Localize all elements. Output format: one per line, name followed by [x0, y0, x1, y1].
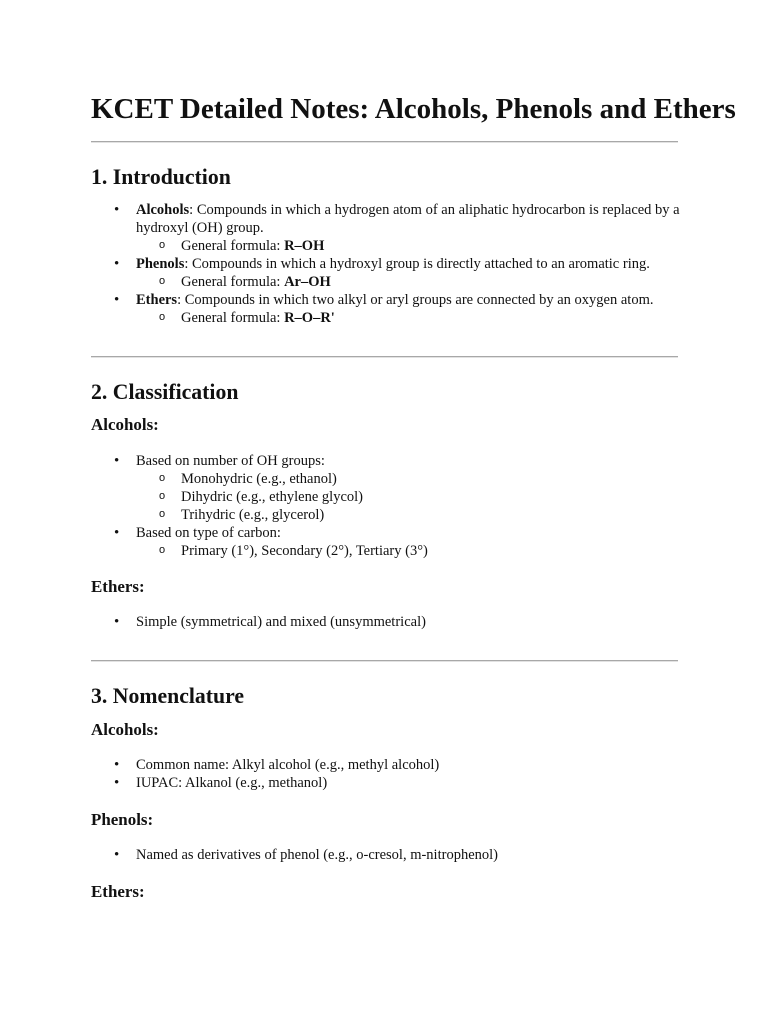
definition-text: : Compounds in which a hydroxyl group is directly attached to an aromatic ring.: [184, 256, 650, 272]
formula-label: General formula:: [181, 310, 285, 326]
introduction-heading: 1. Introduction: [91, 165, 231, 189]
formula-ether: R–O–R': [284, 310, 335, 326]
nomenclature-phenols-list: [0, 846, 681, 864]
list-item: [0, 255, 681, 273]
classification-alcohols-list: [0, 452, 681, 560]
sub-list-item: [0, 237, 681, 255]
nomenclature-ethers-label: Ethers:: [91, 882, 145, 901]
definition-text: : Compounds in which two alkyl or aryl groups are connected by an oxygen atom.: [177, 292, 654, 308]
formula-alcohol: R–OH: [284, 238, 325, 254]
classification-alcohols-label: Alcohols:: [91, 415, 159, 434]
list-item: • Common name: Alkyl alcohol (e.g., methyl alcohol): [0, 756, 681, 774]
sub-list-item: [0, 273, 681, 291]
document-title: KCET Detailed Notes: Alcohols, Phenols and Ethers: [91, 93, 736, 125]
list-item: [0, 201, 681, 237]
classification-heading: 2. Classification: [91, 380, 239, 404]
list-item: • Named as derivatives of phenol (e.g., o-cresol, m-nitrophenol): [0, 846, 681, 864]
sub-list-item: [0, 309, 681, 327]
formula-phenol: Ar–OH: [284, 274, 331, 290]
classification-ethers-label: Ethers:: [91, 577, 145, 596]
nomenclature-alcohols-list: [0, 756, 681, 792]
list-item: • Simple (symmetrical) and mixed (unsymmetrical): [0, 613, 681, 631]
nomenclature-phenols-label: Phenols:: [91, 810, 154, 829]
term-alcohols: Alcohols: [136, 202, 190, 218]
term-phenols: Phenols: [136, 256, 185, 272]
section-divider: [91, 660, 678, 662]
introduction-list: [0, 201, 681, 327]
list-item: • Based on type of carbon:: [0, 524, 681, 542]
section-divider: [91, 141, 678, 143]
definition-text: : Compounds in which a hydrogen atom of an aliphatic hydrocarbon is replaced by a hydroxyl (OH) group.: [136, 202, 680, 236]
term-ethers: Ethers: [136, 292, 178, 308]
sub-list-item: o Monohydric (e.g., ethanol): [0, 470, 681, 488]
formula-label: General formula:: [181, 238, 285, 254]
section-divider: [91, 356, 678, 358]
sub-list-item: o Dihydric (e.g., ethylene glycol): [0, 488, 681, 506]
sub-list-item: o Primary (1°), Secondary (2°), Tertiary (3°): [0, 542, 681, 560]
list-item: • Based on number of OH groups:: [0, 452, 681, 470]
list-item: [0, 291, 681, 309]
nomenclature-heading: 3. Nomenclature: [91, 684, 245, 708]
list-item: • IUPAC: Alkanol (e.g., methanol): [0, 774, 681, 792]
nomenclature-alcohols-label: Alcohols:: [91, 720, 159, 739]
classification-ethers-list: [0, 613, 681, 631]
formula-label: General formula:: [181, 274, 285, 290]
sub-list-item: o Trihydric (e.g., glycerol): [0, 506, 681, 524]
